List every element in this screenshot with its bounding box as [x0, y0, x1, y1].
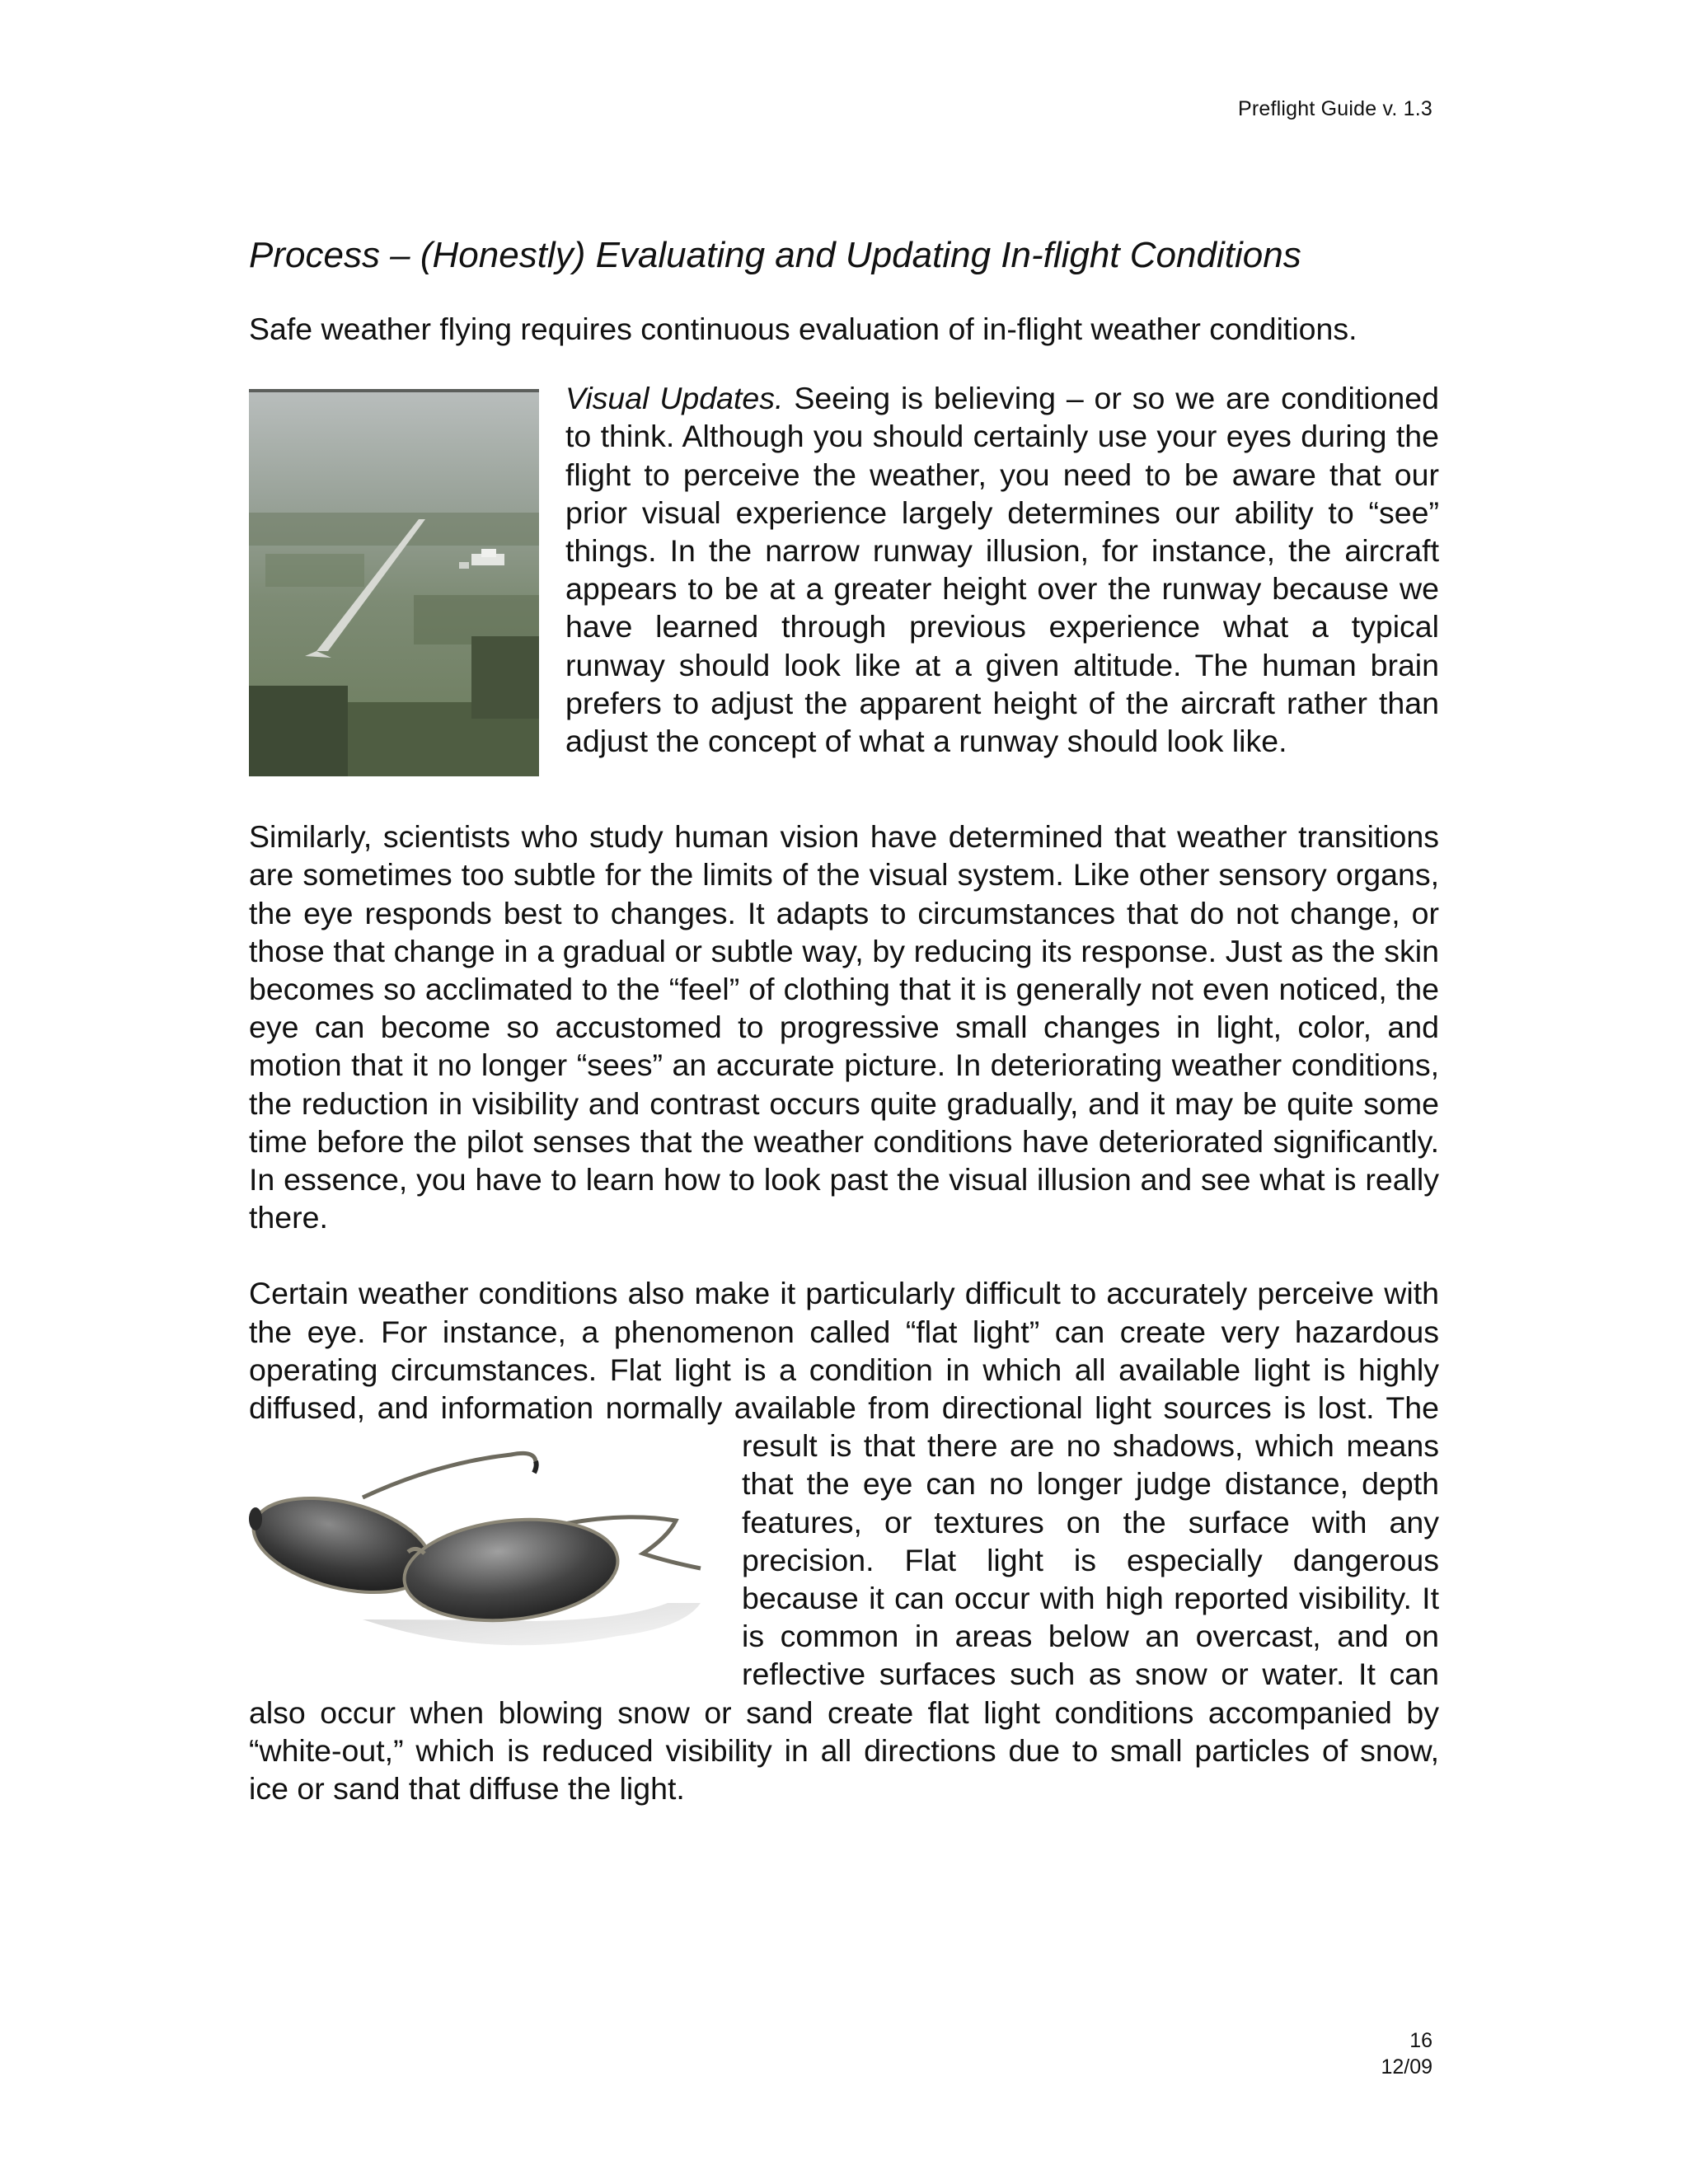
flat-light-paragraph — [249, 1274, 1439, 1807]
visual-updates-paragraph — [249, 379, 1439, 760]
similarly-paragraph: Similarly, scientists who study human vision have determined that weather transitions are sometimes too subtle for the limits of the visual system. Like other sensory organs, the eye responds best to changes. It adapts to circumstances that do not change, or those that change in a gradual or subtle way, by reducing its response. Just as the skin becomes so acclimated to the “feel” of clothing that it is generally not even noticed, the eye can become so accustomed to progressive small changes in light, color, and motion that it no longer “sees” an accurate picture. In deteriorating weather conditions, the reduction in visibility and contrast occurs quite gradually, and it may be quite some time before the pilot senses that the weather conditions have deteriorated significantly. In essence, you have to learn how to look past the visual illusion and see what is really there. — [249, 819, 1439, 1235]
page-date: 12/09 — [1381, 2055, 1432, 2079]
flat-light-lead: Certain weather conditions also make it particularly difficult to accurately perceive with the eye. For instance, a phenomenon called “flat light” can create very hazardous operating circumstances. Flat light is a condition in which all available light is highly diffused, and information normally available from directional light — [249, 1276, 1439, 1426]
visual-updates-text: Seeing is believing – or so we are conditioned to think. Although you should certainly use your eyes during the flight to perceive the weather, you need to be aware that our prior visual experience largely determines our ability to “see” things. In the narrow runway illusion, for instance, the aircraft appears to be at a greater height over the runway because we have learned through previous experience what a typical runway should look like at a given altitude. The human brain prefers to adjust the apparent height of the aircraft rather than adjust the concept of what a runway should look like. — [565, 381, 1439, 759]
running-header: Preflight Guide v. 1.3 — [1237, 97, 1432, 120]
sunglasses-illustration — [239, 1430, 717, 1682]
flat-light-rest: sources is lost. The result is that there are no shadows, which means that the eye can no longer judge distance, depth features, or textures on the surface with any precision. Flat light is especially dangerous because it can occur with high reported visibility. It is common in areas below an overcast, and on reflective surfaces such as snow or water. It can also occur when blowing snow or sand create flat light conditions accompanied by “white-out,” which is reduced visibility in all directions due to small particles of snow, ice or sand that diffuse the light. — [249, 1390, 1439, 1807]
section-title: Process – (Honestly) Evaluating and Updating In-flight Conditions — [249, 235, 1301, 275]
intro-paragraph: Safe weather flying requires continuous evaluation of in-flight weather conditions. — [249, 312, 1357, 346]
runway-aerial-photo — [249, 389, 539, 776]
visual-updates-subheading: Visual Updates. — [565, 381, 784, 416]
sunglasses-photo — [239, 1430, 717, 1682]
runway-illustration — [249, 389, 539, 776]
page-content — [249, 232, 1439, 1807]
page-number: 16 — [1409, 2029, 1432, 2052]
